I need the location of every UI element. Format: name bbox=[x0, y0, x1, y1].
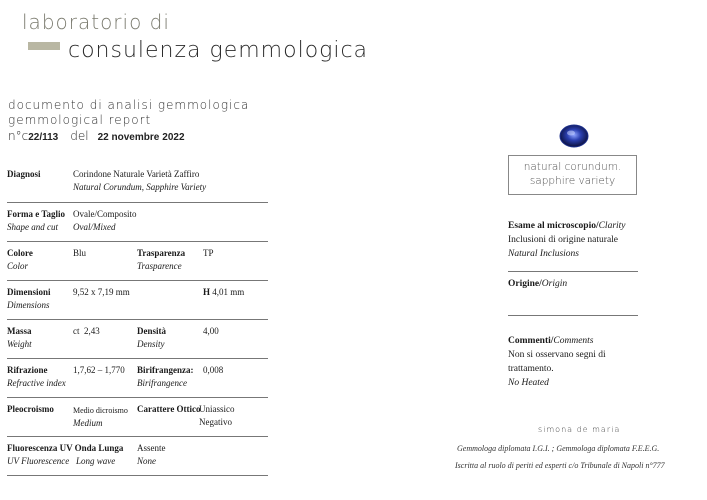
pleocroismo-label: Pleocroismo bbox=[7, 404, 54, 414]
forma-value-en: Oval/Mixed bbox=[73, 222, 116, 232]
fluorescenza-label-it: Fluorescenza UV Onda Lunga bbox=[7, 443, 124, 453]
doc-title-en: gemmological report bbox=[8, 113, 152, 127]
section-massa bbox=[7, 325, 268, 351]
comments-label-en: Comments bbox=[553, 336, 594, 346]
section-fluorescenza bbox=[7, 442, 268, 468]
gemstone-image bbox=[558, 123, 590, 149]
divider bbox=[7, 202, 268, 203]
stone-name-line1: natural corundum. bbox=[523, 161, 622, 173]
fluorescenza-label-en: UV Fluorescence Long wave bbox=[7, 456, 116, 466]
divider bbox=[7, 319, 268, 320]
signature-registry: Iscritta al ruolo di periti ed esperti c/o Tribunale di Napoli n°777 bbox=[455, 461, 665, 470]
microscope-value-it: Inclusioni di origine naturale bbox=[508, 235, 619, 245]
divider bbox=[508, 315, 638, 316]
lab-title-line2: consulenza gemmologica bbox=[68, 38, 369, 63]
signature-title: Gemmologa diplomata I.G.I. ; Gemmologa diplomata F.E.E.G. bbox=[457, 444, 660, 453]
doc-title-it: documento di analisi gemmologica bbox=[8, 98, 250, 112]
section-dimensioni bbox=[7, 286, 268, 312]
height-row bbox=[203, 286, 244, 299]
gemstone-highlight bbox=[567, 131, 575, 136]
doc-number-row bbox=[8, 129, 185, 144]
doc-number: 22/113 bbox=[28, 132, 59, 143]
dimensioni-label-en: Dimensions bbox=[7, 300, 50, 310]
height-label: H bbox=[203, 287, 211, 297]
fluorescenza-value-en: None bbox=[137, 456, 156, 466]
stone-name-box bbox=[508, 155, 637, 195]
rifrazione-label-en: Refractive index bbox=[7, 378, 66, 388]
comments-label-it: Commenti/ bbox=[508, 336, 554, 346]
rifrazione-value: 1,7,62 – 1,770 bbox=[73, 365, 125, 375]
divider bbox=[7, 397, 268, 398]
carattere-ottico-label: Carattere Ottico bbox=[137, 404, 201, 414]
colore-label-it: Colore bbox=[7, 248, 33, 258]
densita-label-en: Density bbox=[137, 339, 165, 349]
trasparenza-label-en: Trasparence bbox=[137, 261, 182, 271]
fluorescenza-value-it: Assente bbox=[137, 443, 166, 453]
origin-label-it: Origine/ bbox=[508, 279, 542, 289]
divider bbox=[7, 475, 268, 476]
rifrazione-label-it: Rifrazione bbox=[7, 365, 48, 375]
massa-label-en: Weight bbox=[7, 339, 32, 349]
section-microscope bbox=[508, 219, 626, 261]
colore-value: Blu bbox=[73, 248, 87, 258]
dimensioni-label-it: Dimensioni bbox=[7, 287, 51, 297]
microscope-label-it: Esame al microscopio/ bbox=[508, 221, 599, 231]
birifrangenza-value: 0,008 bbox=[203, 365, 224, 375]
forma-label-en: Shape and cut bbox=[7, 222, 58, 232]
diagnosi-value-it: Corindone Naturale Varietà Zaffiro bbox=[73, 169, 200, 179]
divider bbox=[7, 280, 268, 281]
birifrangenza-label-it: Birifrangenza: bbox=[137, 365, 194, 375]
birifrangenza-label-en: Birifrangence bbox=[137, 378, 187, 388]
pleocroismo-value-it: Medio dicroismo bbox=[73, 406, 128, 415]
diagnosi-label: Diagnosi bbox=[7, 169, 41, 179]
section-rifrazione bbox=[7, 364, 268, 390]
trasparenza-label-it: Trasparenza bbox=[137, 248, 186, 258]
section-diagnosi bbox=[7, 168, 268, 192]
section-pleocroismo bbox=[7, 403, 268, 428]
section-origin bbox=[508, 277, 567, 291]
dimensioni-value: 9,52 x 7,19 mm bbox=[73, 287, 130, 297]
comments-line2: trattamento. bbox=[508, 364, 554, 374]
doc-date-year: 2022 bbox=[162, 132, 185, 143]
forma-label-it: Forma e Taglio bbox=[7, 209, 65, 219]
height-value: 4,01 mm bbox=[212, 287, 245, 297]
densita-value: 4,00 bbox=[203, 326, 219, 336]
divider bbox=[508, 271, 638, 272]
section-forma bbox=[7, 208, 268, 234]
section-comments bbox=[508, 334, 606, 390]
densita-label-it: Densità bbox=[137, 326, 166, 336]
microscope-label-en: Clarity bbox=[598, 221, 626, 231]
forma-value-it: Ovale/Composito bbox=[73, 209, 137, 219]
diagnosi-value-en: Natural Corundum, Sapphire Variety bbox=[73, 182, 207, 192]
section-colore bbox=[7, 247, 268, 273]
origin-label-en: Origin bbox=[541, 279, 568, 289]
comments-en: No Heated bbox=[508, 378, 549, 388]
del-label: del bbox=[70, 129, 89, 143]
divider bbox=[7, 241, 268, 242]
microscope-value-en: Natural Inclusions bbox=[508, 249, 579, 259]
gemstone-shape bbox=[560, 125, 588, 147]
lab-title-line1: laboratorio di bbox=[22, 10, 170, 34]
pleocroismo-value-en: Medium bbox=[73, 418, 103, 428]
divider bbox=[7, 436, 268, 437]
colore-label-en: Color bbox=[7, 261, 29, 271]
massa-value: ct 2,43 bbox=[73, 326, 100, 336]
header-accent-bar bbox=[28, 42, 60, 50]
carattere-ottico-value: Uniassico Negativo bbox=[199, 404, 235, 427]
divider bbox=[7, 358, 268, 359]
trasparenza-value: TP bbox=[203, 248, 214, 258]
doc-date-day-month: 22 novembre bbox=[97, 132, 160, 143]
massa-label-it: Massa bbox=[7, 326, 32, 336]
comments-line1: Non si osservano segni di bbox=[508, 350, 606, 360]
signature-name: simona de maria bbox=[538, 425, 621, 434]
doc-number-prefix: n°c bbox=[8, 129, 29, 143]
stone-name-line2: sapphire variety bbox=[529, 175, 616, 187]
